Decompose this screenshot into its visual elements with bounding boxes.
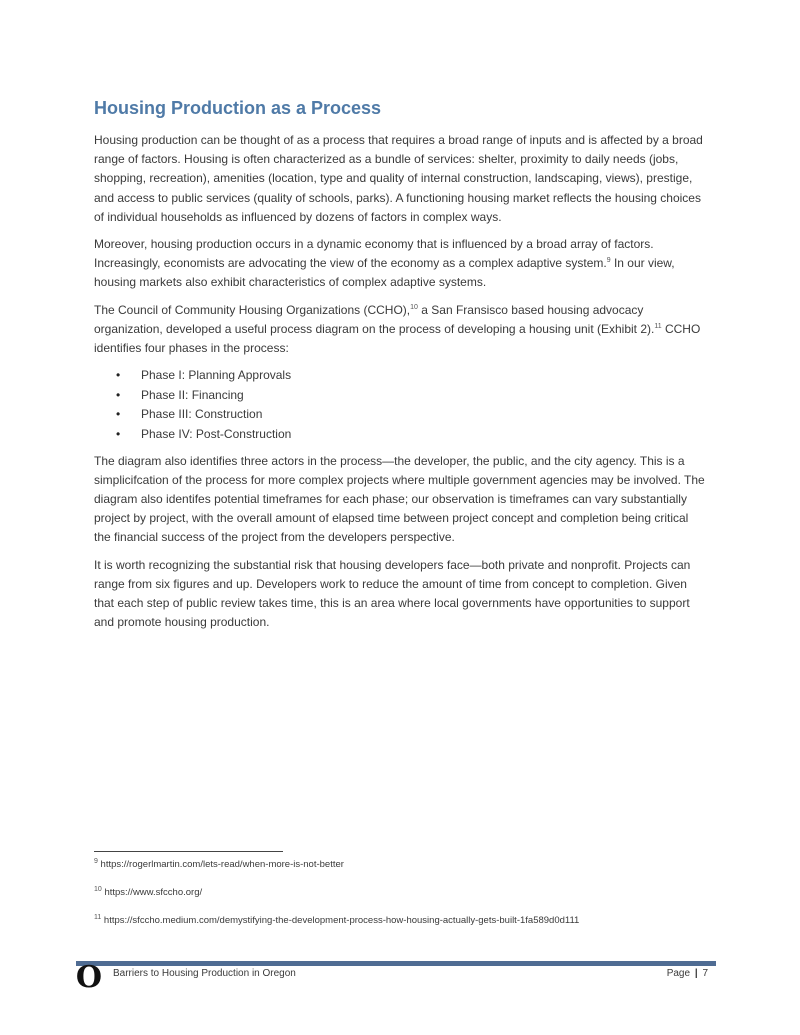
footnote-number: 10 xyxy=(94,885,102,893)
footnotes xyxy=(94,858,714,942)
footnote-link[interactable]: https://www.sfccho.org/ xyxy=(104,887,203,898)
paragraph-2-text: Moreover, housing production occurs in a dynamic economy that is influenced by a broad array of factors. Increasingly, economists are advocating the view of the economy as a complex adaptive system. xyxy=(94,237,654,271)
list-item xyxy=(94,366,706,386)
bullet-icon: • xyxy=(116,368,121,383)
footnote-9 xyxy=(94,858,714,872)
paragraph-4: The diagram also identifies three actors in the process—the developer, the public, and the city agency. This is a simplicifcation of the process for more complex projects where multiple government agencies may be involved. The diagram also identifes potential timeframes for each phase; our observation is timeframes can vary substantially project by project, with the overall amount of elapsed time between project concept and completion being critical the financial success of the project from the developers perspective. xyxy=(94,453,705,545)
list-item xyxy=(94,386,706,406)
paragraph-5: It is worth recognizing the substantial risk that housing developers face—both private and nonprofit. Projects can range from six figures and up. Developers work to reduce the amount of time from concept to completion. Given that each step of public review takes time, this is an area where local governments have opportunities to support and promote housing production. xyxy=(94,557,691,630)
footnote-divider xyxy=(94,851,283,852)
footnote-11 xyxy=(94,914,714,928)
paragraph-3-text-b: a San Fransisco based housing advocacy organization, developed a useful process diagram on the process of developing a housing unit (Exhibit 2). xyxy=(94,302,655,336)
oregon-logo-icon: O xyxy=(75,960,103,995)
footnote-number: 11 xyxy=(94,913,102,921)
bullet-icon: • xyxy=(116,387,121,402)
footnote-link[interactable]: https://rogerlmartin.com/lets-read/when-more-is-not-better xyxy=(100,859,344,870)
page-separator: | xyxy=(694,968,698,979)
footnote-10 xyxy=(94,886,714,900)
footnote-number: 9 xyxy=(94,857,98,865)
main-content xyxy=(94,96,706,640)
phase-label: Phase II: Financing xyxy=(141,387,244,402)
bullet-icon: • xyxy=(116,427,121,442)
phase-label: Phase III: Construction xyxy=(141,407,263,422)
section-heading: Housing Production as a Process xyxy=(94,98,382,118)
page-number: 7 xyxy=(702,968,708,979)
phase-label: Phase I: Planning Approvals xyxy=(141,368,292,383)
paragraph-3-text-c: CCHO identifies four phases in the process: xyxy=(94,321,701,356)
footer-document-title: Barriers to Housing Production in Oregon xyxy=(113,968,296,979)
paragraph-1: Housing production can be thought of as a process that requires a broad range of inputs and is affected by a broad range of factors. Housing is often characterized as a bundle of services: shelter, proximity to daily needs (jobs, shopping, recreation), amenities (location, type and quality of internal construction, landscaping, views), prestige, and access to public services (quality of schools, parks). A functioning housing market reflects the housing choices of individual households as influenced by dozens of factors in complex ways. xyxy=(94,133,703,224)
phase-list xyxy=(94,366,706,444)
footnote-ref-9[interactable]: 9 xyxy=(606,257,611,265)
footnote-ref-11[interactable]: 11 xyxy=(654,322,662,330)
paragraph-3-text-a: The Council of Community Housing Organizations (CCHO), xyxy=(94,302,411,317)
paragraph-2 xyxy=(94,235,706,293)
paragraph-2-tail: In our view, housing markets also exhibit characteristics of complex adaptive systems. xyxy=(94,256,675,290)
list-item xyxy=(94,405,706,425)
footnote-ref-10[interactable]: 10 xyxy=(410,303,418,311)
list-item xyxy=(94,425,706,445)
footer-page-number xyxy=(667,968,708,979)
footnote-link[interactable]: https://sfccho.medium.com/demystifying-the-development-process-how-housing-actually-gets-built-1fa589d0d111 xyxy=(103,915,580,926)
paragraph-3 xyxy=(94,301,706,359)
bullet-icon: • xyxy=(116,407,121,422)
footer-rule xyxy=(76,961,716,966)
phase-label: Phase IV: Post-Construction xyxy=(141,427,292,442)
page-label: Page xyxy=(666,968,691,979)
